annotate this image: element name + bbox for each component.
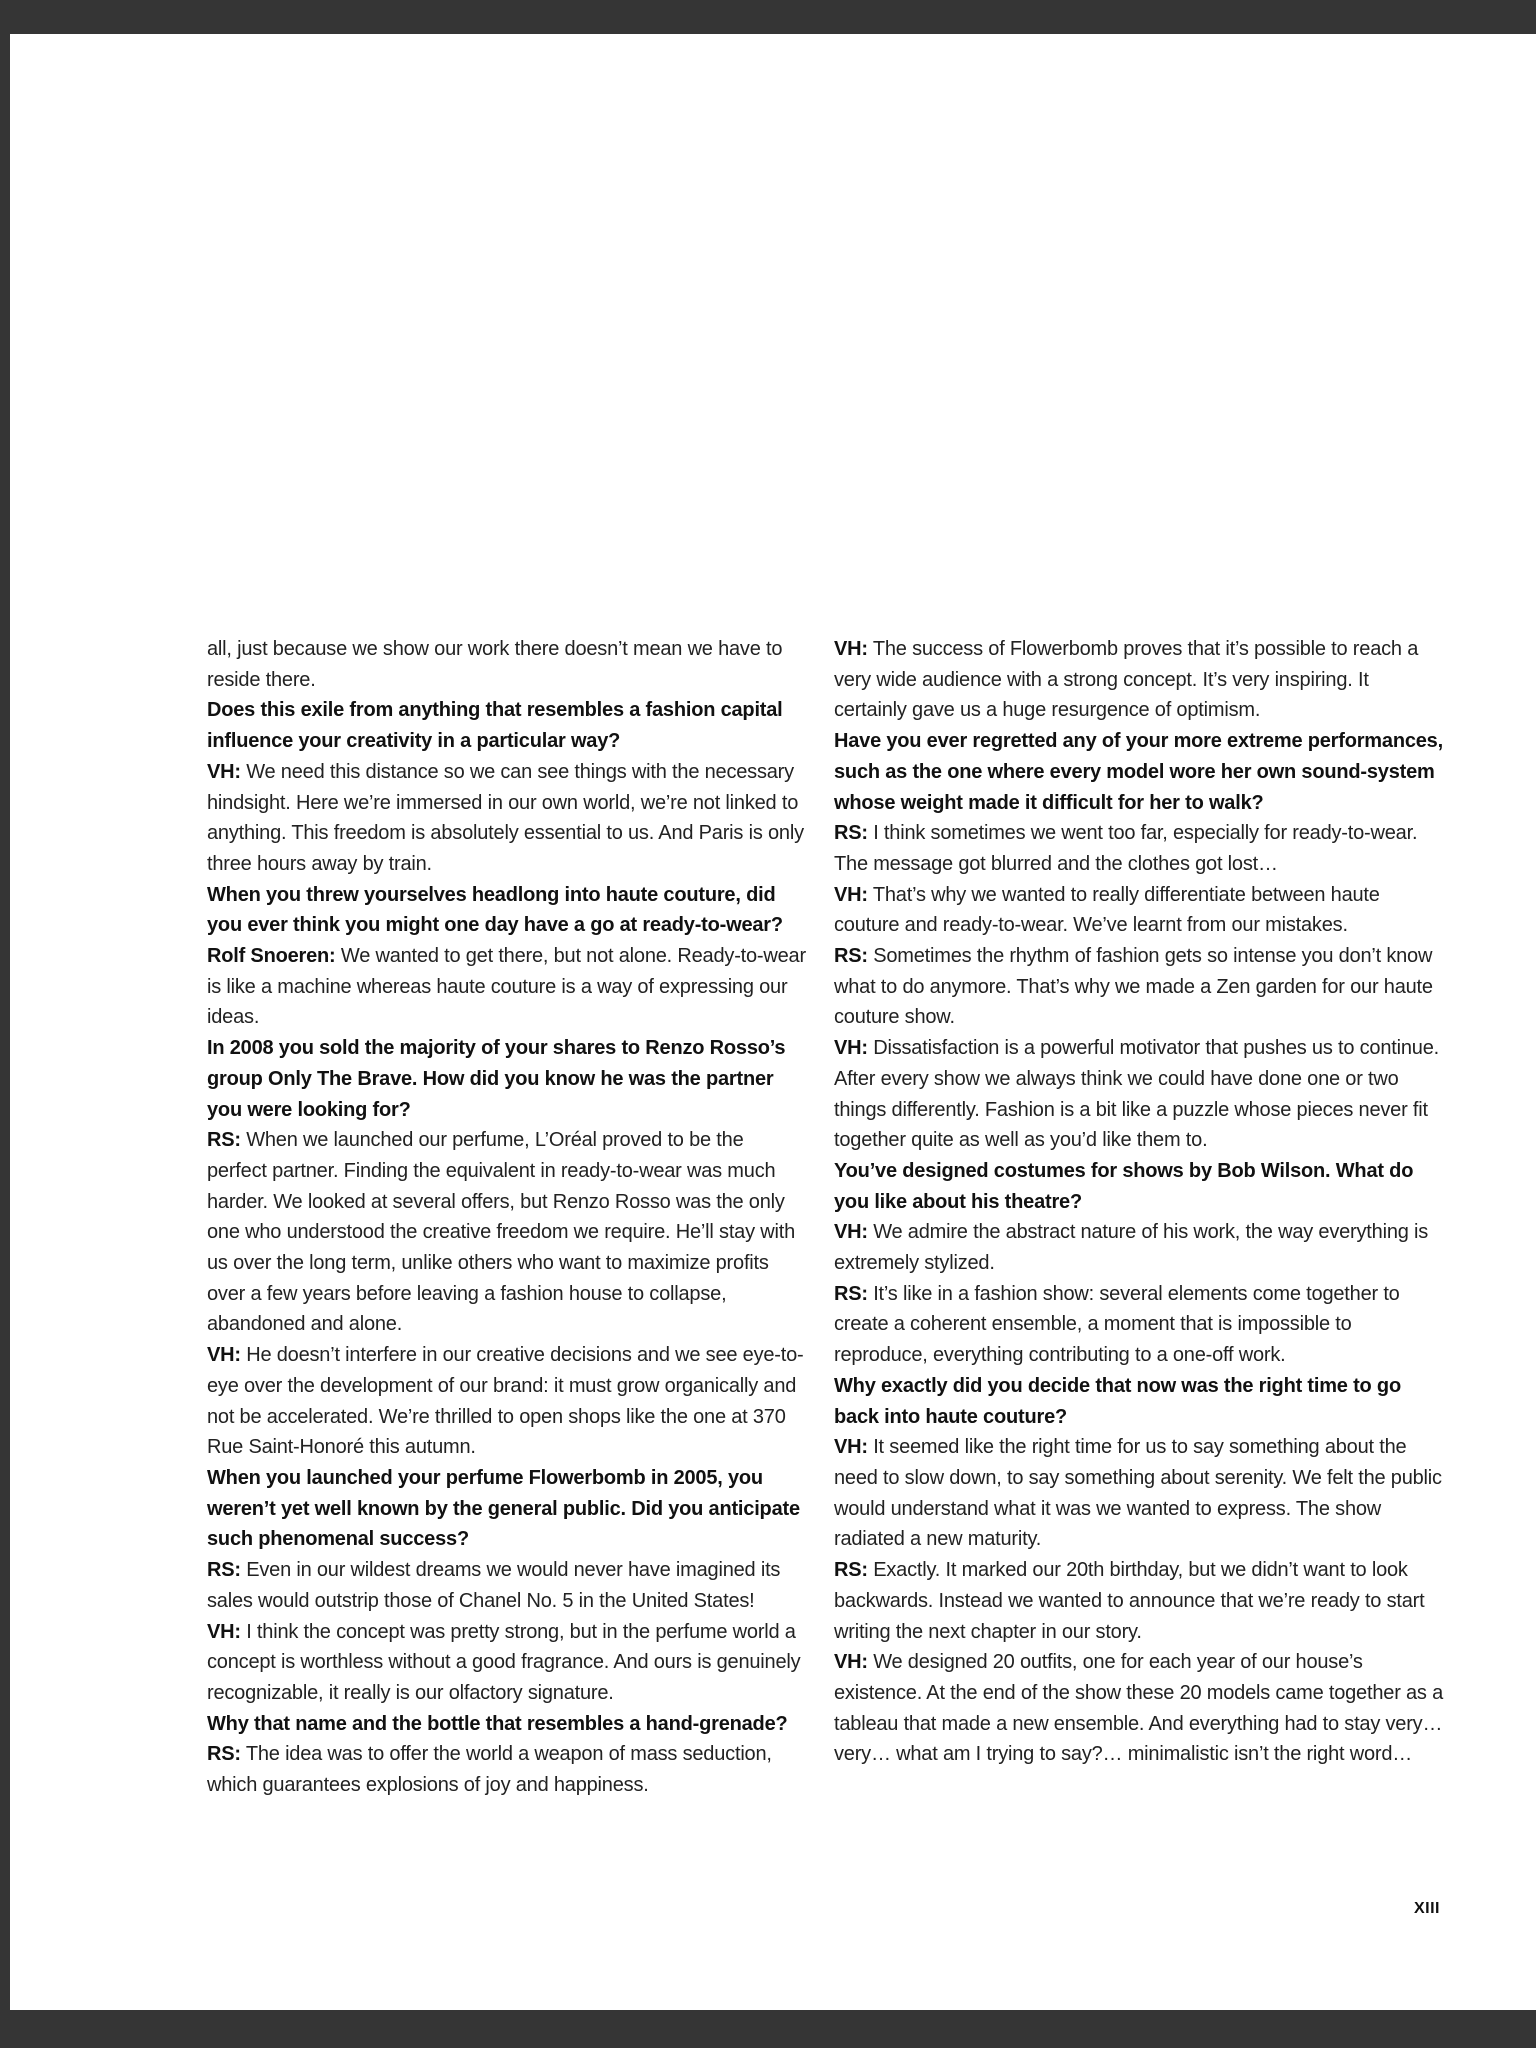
interview-answer: VH: We admire the abstract nature of his work, the way everything is extremely stylized. xyxy=(834,1221,1429,1275)
speaker-label: VH: xyxy=(834,1037,868,1060)
interview-answer: RS: The idea was to offer the world a weapon of mass seduction, which guarantees explosions of joy and happiness. xyxy=(207,1743,772,1797)
interview-question: When you threw yourselves headlong into haute couture, did you ever think you might one day have a go at ready-to-wear? xyxy=(207,883,783,937)
interview-answer: Rolf Snoeren: We wanted to get there, but not alone. Ready-to-wear is like a machine whereas haute couture is a way of expressing our ideas. xyxy=(207,945,806,1029)
page-number: XIII xyxy=(1413,1900,1440,1917)
left-column xyxy=(207,634,807,1801)
interview-answer: VH: We need this distance so we can see things with the necessary hindsight. Here we’re immersed in our own world, we’re not linked to anything. This freedom is absolutely essential to us. And Paris is only three hours away by train. xyxy=(207,760,804,875)
speaker-label: VH: xyxy=(834,1436,868,1459)
speaker-label: VH: xyxy=(834,638,868,660)
speaker-label: VH: xyxy=(834,1221,868,1244)
speaker-label: VH: xyxy=(207,1620,241,1643)
interview-answer: RS: It’s like in a fashion show: several elements come together to create a coherent ensemble, a moment that is impossible to reproduce, everything contributing to a one-off work. xyxy=(834,1282,1400,1367)
interview-answer: RS: Sometimes the rhythm of fashion gets so intense you don’t know what to do anymore. That’s why we made a Zen garden for our haute couture show. xyxy=(834,945,1433,1029)
speaker-label: RS: xyxy=(834,945,868,968)
interview-question: Why exactly did you decide that now was the right time to go back into haute couture? xyxy=(834,1374,1401,1428)
interview-answer: RS: Even in our wildest dreams we would never have imagined its sales would outstrip those of Chanel No. 5 in the United States! xyxy=(207,1559,781,1612)
interview-question: Does this exile from anything that resembles a fashion capital influence your creativity in a particular way? xyxy=(207,699,783,753)
interview-answer: VH: It seemed like the right time for us to say something about the need to slow down, to say something about serenity. We felt the public would understand what it was we wanted to express. The show radiated a new maturity. xyxy=(834,1436,1442,1551)
magazine-page xyxy=(10,34,1536,2010)
speaker-label: Rolf Snoeren: xyxy=(207,945,336,968)
interview-question: Why that name and the bottle that resembles a hand-grenade? xyxy=(207,1712,788,1735)
interview-answer: VH: He doesn’t interfere in our creative decisions and we see eye-to-eye over the development of our brand: it must grow organically and not be accelerated. We’re thrilled to open shops like the one at 370 Rue Saint-Honoré this autumn. xyxy=(207,1344,804,1459)
right-column xyxy=(834,634,1444,1770)
speaker-label: RS: xyxy=(834,1559,868,1582)
speaker-label: RS: xyxy=(207,1129,241,1152)
speaker-label: RS: xyxy=(834,822,868,845)
speaker-label: VH: xyxy=(207,760,241,783)
speaker-label: VH: xyxy=(207,1344,241,1367)
interview-answer: VH: That’s why we wanted to really differentiate between haute couture and ready-to-wear. We’ve learnt from our mistakes. xyxy=(834,883,1380,937)
interview-answer: RS: When we launched our perfume, L’Oréal proved to be the perfect partner. Finding the equivalent in ready-to-wear was much harder. We looked at several offers, but Renzo Rosso was the only one who understood the creative freedom we require. He’ll stay with us over the long term, unlike others who want to maximize profits over a few years before leaving a fashion house to collapse, abandoned and alone. xyxy=(207,1129,796,1336)
speaker-label: RS: xyxy=(834,1282,868,1305)
paragraph: all, just because we show our work there doesn’t mean we have to reside there. xyxy=(207,638,783,691)
interview-question: In 2008 you sold the majority of your shares to Renzo Rosso’s group Only The Brave. How did you know he was the partner you were looking for? xyxy=(207,1037,786,1121)
speaker-label: RS: xyxy=(207,1559,241,1582)
interview-answer: RS: Exactly. It marked our 20th birthday, but we didn’t want to look backwards. Instead we wanted to announce that we’re ready to start writing the next chapter in our story. xyxy=(834,1559,1425,1643)
interview-answer: VH: I think the concept was pretty strong, but in the perfume world a concept is worthless without a good fragrance. And ours is genuinely recognizable, it really is our olfactory signature. xyxy=(207,1620,801,1704)
speaker-label: VH: xyxy=(834,1651,868,1674)
interview-question: Have you ever regretted any of your more extreme performances, such as the one where every model wore her own sound-system whose weight made it difficult for her to walk? xyxy=(834,730,1443,814)
interview-answer: VH: The success of Flowerbomb proves that it’s possible to reach a very wide audience with a strong concept. It’s very inspiring. It certainly gave us a huge resurgence of optimism. xyxy=(834,638,1419,722)
interview-answer: RS: I think sometimes we went too far, especially for ready-to-wear. The message got blurred and the clothes got lost… xyxy=(834,822,1418,875)
interview-answer: VH: Dissatisfaction is a powerful motivator that pushes us to continue. After every show we always think we could have done one or two things differently. Fashion is a bit like a puzzle whose pieces never fit together quite as well as you’d like them to. xyxy=(834,1037,1439,1152)
interview-question: When you launched your perfume Flowerbomb in 2005, you weren’t yet well known by the general public. Did you anticipate such phenomenal success? xyxy=(207,1466,800,1551)
interview-answer: VH: We designed 20 outfits, one for each year of our house’s existence. At the end of the show these 20 models came together as a tableau that made a new ensemble. And everything had to stay very… very… what am I trying to say?… minimalistic isn’t the right word… xyxy=(834,1651,1444,1766)
speaker-label: VH: xyxy=(834,883,868,906)
speaker-label: RS: xyxy=(207,1743,241,1766)
interview-question: You’ve designed costumes for shows by Bob Wilson. What do you like about his theatre? xyxy=(834,1159,1414,1213)
